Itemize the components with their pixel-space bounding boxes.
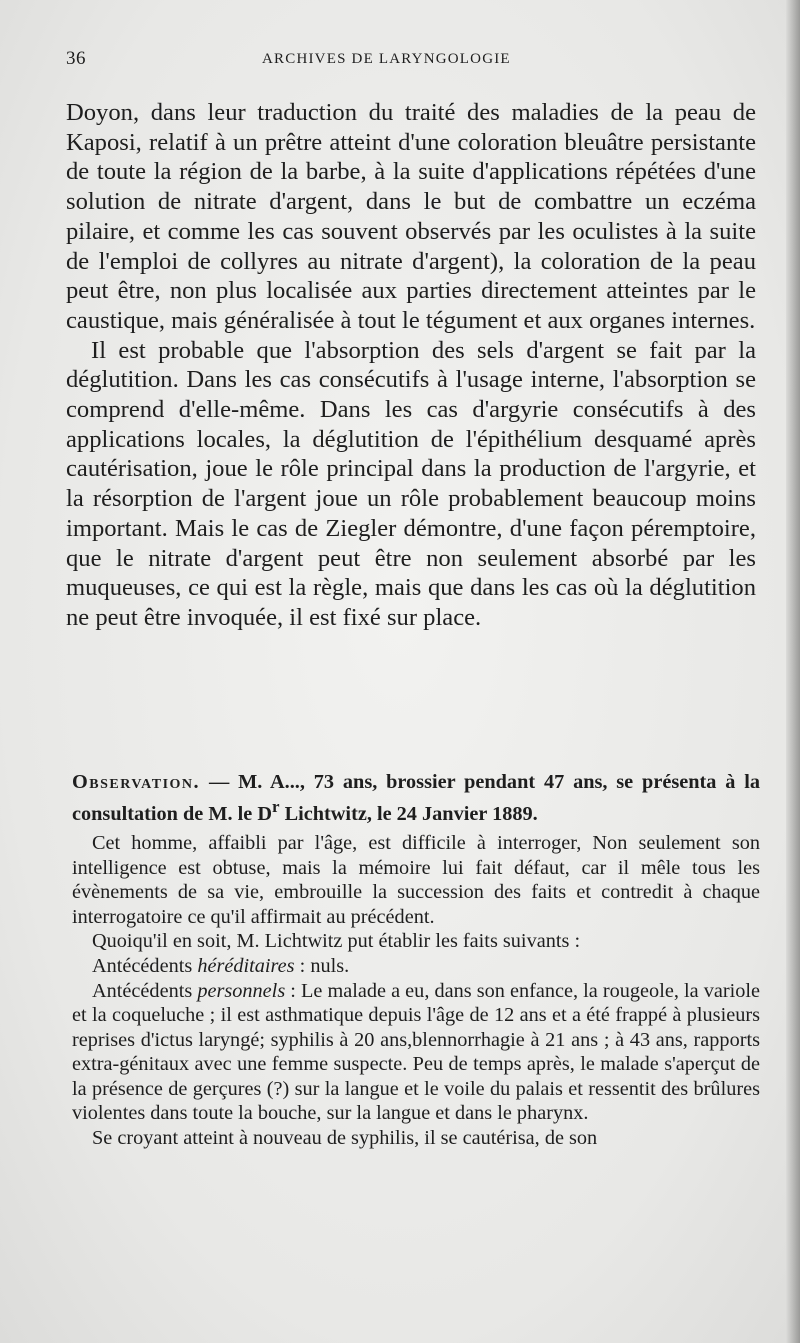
observation-last-line: Se croyant atteint à nouveau de syphilis, il se cautérisa, de son [92, 1127, 598, 1150]
page-header [66, 48, 756, 76]
observation-paragraph-1: Cet homme, affaibli par l'âge, est difficile à interroger, Non seulement son intelligence est obtuse, mais la mémoire lui fait défaut, car il mêle tous les évènements de sa vie, embrouille la succession des faits et contredit à chaque interrogatoire ce qu'il affirmait au précédent. [72, 831, 760, 928]
observation-label: Observation. [72, 771, 201, 793]
hereditary-value: : nuls. [294, 954, 350, 977]
page-number: 36 [66, 48, 86, 69]
running-title: ARCHIVES DE LARYNGOLOGIE [262, 51, 511, 67]
page-edge-shadow [786, 0, 800, 1343]
main-text [66, 98, 756, 633]
hereditary-label-italic: héréditaires [197, 954, 295, 977]
personal-label: Antécédents [92, 979, 198, 1002]
personal-label-italic: personnels [197, 979, 286, 1002]
hereditary-label: Antécédents [92, 954, 198, 977]
personal-text: : Le malade a eu, dans son enfance, la rougeole, la variole et la coqueluche ; il est asthmatique depuis l'âge de 12 ans et a été frappé à plusieurs reprises d'ictus laryngé; syphilis à 20 ans,blennorrhagie à 21 ans ; à 43 ans, rapports extra-génitaux avec une femme suspecte. Peu de temps après, le malade s'aperçut de la présence de gerçures (?) sur la langue et le voile du palais et ressentit des brûlures violentes dans toute la bouche, sur la langue et dans le pharynx. [72, 979, 760, 1125]
doctor-abbrev-sup: r [272, 796, 280, 816]
body-paragraph-2: Il est probable que l'absorption des sels d'argent se fait par la déglutition. Dans les cas consécutifs à l'usage interne, l'absorption se comprend d'elle-même. Dans les cas d'argyrie consécutifs à des applications locales, la déglutition de l'épithélium desquamé après cautérisation, joue le rôle principal dans la production de l'argyrie, et la résorption de l'argent joue un rôle probablement beaucoup moins important. Mais le cas de Ziegler démontre, d'une façon péremptoire, que le nitrate d'argent peut être non seulement absorbé par les muqueuses, ce qui est la règle, mais que dans les cas où la déglutition ne peut être invoquée, il est fixé sur place. [66, 336, 756, 631]
body-paragraph-1: Doyon, dans leur traduction du traité des maladies de la peau de Kaposi, relatif à un prêtre atteint d'une coloration bleuâtre persistante de toute la région de la barbe, à la suite d'applications répétées d'une solution de nitrate d'argent, dans le but de combattre un eczéma pilaire, et comme les cas souvent observés par les oculistes à la suite de l'emploi de collyres au nitrate d'argent), la coloration de la peau peut être, non plus localisée aux parties directement atteintes par le caustique, mais généralisée à tout le tégument et aux organes internes. [66, 99, 756, 334]
personal-antecedents [72, 979, 760, 1127]
observation-intro-text: — M. A..., 73 ans, brossier pendant 47 ans, se présenta à la consultation de M. le D [72, 771, 760, 825]
observation-intro-end: Lichtwitz, le 24 Janvier 1889. [279, 802, 538, 825]
observation-paragraph-2: Quoiqu'il en soit, M. Lichtwitz put établir les faits suivants : [92, 930, 581, 953]
observation-intro [72, 770, 760, 826]
observation-block [72, 770, 760, 1151]
hereditary-antecedents [72, 954, 760, 979]
